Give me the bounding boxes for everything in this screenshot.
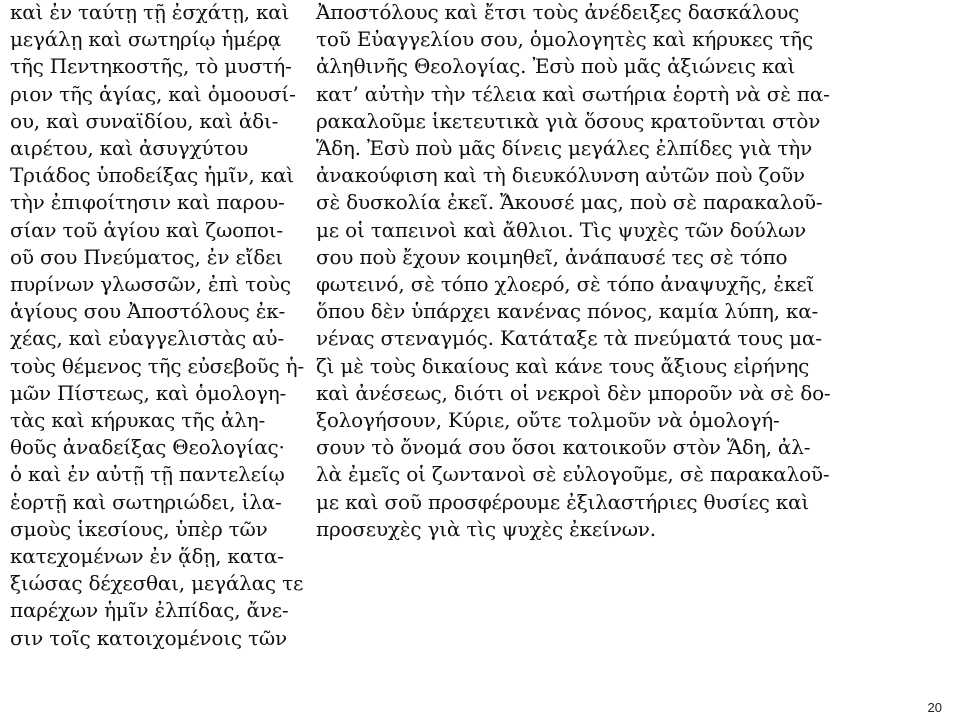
text-line: σὲ δυσκολία ἐκεῖ. Ἄκουσέ μας, ποὺ σὲ παρακαλοῦ- [316, 190, 823, 215]
text-line: Ἅδη. Ἐσὺ ποὺ μᾶς δίνεις μεγάλες ἐλπίδες γιὰ τὴν [316, 136, 813, 161]
modern-greek-translation-column [316, 0, 831, 543]
text-line: μεγάλῃ καὶ σωτηρίῳ ἡμέρᾳ [10, 27, 282, 52]
text-line: μῶν Πίστεως, καὶ ὁμολογη- [10, 380, 287, 405]
text-line: κατ’ αὐτὴν τὴν τέλεια καὶ σωτήρια ἑορτὴ νὰ σὲ πα- [316, 81, 830, 106]
text-line: ριον τῆς ἁγίας, καὶ ὁμοουσί- [10, 81, 296, 106]
text-line: σουν τὸ ὄνομά σου ὅσοι κατοικοῦν στὸν Ἅδη, ἀλ- [316, 435, 811, 460]
text-line: τοὺς θέμενος τῆς εὐσεβοῦς ἡ- [10, 353, 304, 378]
text-line: με καὶ σοῦ προσφέρουμε ἐξιλαστήριες θυσίες καὶ [316, 489, 810, 514]
text-line: νένας στεναγμός. Κατάταξε τὰ πνεύματά τους μα- [316, 326, 822, 351]
text-line: ὅπου δὲν ὑπάρχει κανένας πόνος, καμία λύπη, κα- [316, 299, 819, 324]
text-line: καὶ ἐν ταύτῃ τῇ ἐσχάτῃ, καὶ [10, 0, 290, 24]
text-line: παρέχων ἡμῖν ἐλπίδας, ἄνε- [10, 598, 289, 623]
text-line: προσευχὲς γιὰ τὶς ψυχὲς ἐκείνων. [316, 516, 656, 541]
text-line: ἀνακούφιση καὶ τὴ διευκόλυνση αὐτῶν ποὺ ζοῦν [316, 163, 805, 188]
text-line: Ἀποστόλους καὶ ἔτσι τοὺς ἀνέδειξες δασκάλους [316, 0, 800, 24]
text-line: λὰ ἐμεῖς οἱ ζωντανοὶ σὲ εὐλογοῦμε, σὲ παρακαλοῦ- [316, 462, 830, 487]
text-line: σιν τοῖς κατοιχομένοις τῶν [10, 625, 287, 650]
text-line: σου ποὺ ἔχουν κοιμηθεῖ, ἀνάπαυσέ τες σὲ τόπο [316, 244, 788, 269]
text-line: κατεχομένων ἐν ᾅδῃ, κατα- [10, 544, 284, 569]
text-line: ου, καὶ συναϊδίου, καὶ ἀδι- [10, 108, 279, 133]
text-line: τὴν ἐπιφοίτησιν καὶ παρου- [10, 190, 285, 215]
text-line: Τριάδος ὑποδείξας ἡμῖν, καὶ [10, 163, 294, 188]
text-line: ἁγίους σου Ἀποστόλους ἐκ- [10, 299, 286, 324]
greek-original-column [10, 0, 304, 652]
text-line: πυρίνων γλωσσῶν, ἐπὶ τοὺς [10, 272, 291, 297]
text-line: τῆς Πεντηκοστῆς, τὸ μυστή- [10, 54, 292, 79]
text-line: με οἱ ταπεινοὶ καὶ ἄθλιοι. Τὶς ψυχὲς τῶν δούλων [316, 217, 807, 242]
text-line: θοῦς ἀναδείξας Θεολογίας· [10, 435, 285, 460]
text-line: ρακαλοῦμε ἱκετευτικὰ γιὰ ὅσους κρατοῦνται στὸν [316, 108, 821, 133]
text-line: ξιώσας δέχεσθαι, μεγάλας τε [10, 571, 304, 596]
text-line: ξολογήσουν, Κύριε, οὔτε τολμοῦν νὰ ὁμολογή- [316, 408, 780, 433]
page-number: 20 [927, 700, 942, 715]
text-line: τοῦ Εὐαγγελίου σου, ὁμολογητὲς καὶ κήρυκες τῆς [316, 27, 813, 52]
text-line: τὰς καὶ κήρυκας τῆς ἀλη- [10, 408, 266, 433]
text-line: αιρέτου, καὶ ἀσυγχύτου [10, 136, 249, 161]
text-line: ἀληθινῆς Θεολογίας. Ἐσὺ ποὺ μᾶς ἀξιώνεις καὶ [316, 54, 796, 79]
text-line: φωτεινό, σὲ τόπο χλοερό, σὲ τόπο ἀναψυχῆς, ἐκεῖ [316, 272, 815, 297]
text-line: ζὶ μὲ τοὺς δικαίους καὶ κάνε τους ἄξιους εἰρήνης [316, 353, 810, 378]
text-line: χέας, καὶ εὐαγγελιστὰς αὐ- [10, 326, 284, 351]
text-line: οῦ σου Πνεύματος, ἐν εἴδει [10, 244, 283, 269]
text-line: καὶ ἀνέσεως, διότι οἱ νεκροὶ δὲν μποροῦν νὰ σὲ δο- [316, 380, 831, 405]
text-line: σίαν τοῦ ἁγίου καὶ ζωοποι- [10, 217, 283, 242]
text-line: ὁ καὶ ἐν αὐτῇ τῇ παντελείῳ [10, 462, 285, 487]
text-line: σμοὺς ἱκεσίους, ὑπὲρ τῶν [10, 516, 268, 541]
text-line: ἑορτῇ καὶ σωτηριώδει, ἱλα- [10, 489, 282, 514]
